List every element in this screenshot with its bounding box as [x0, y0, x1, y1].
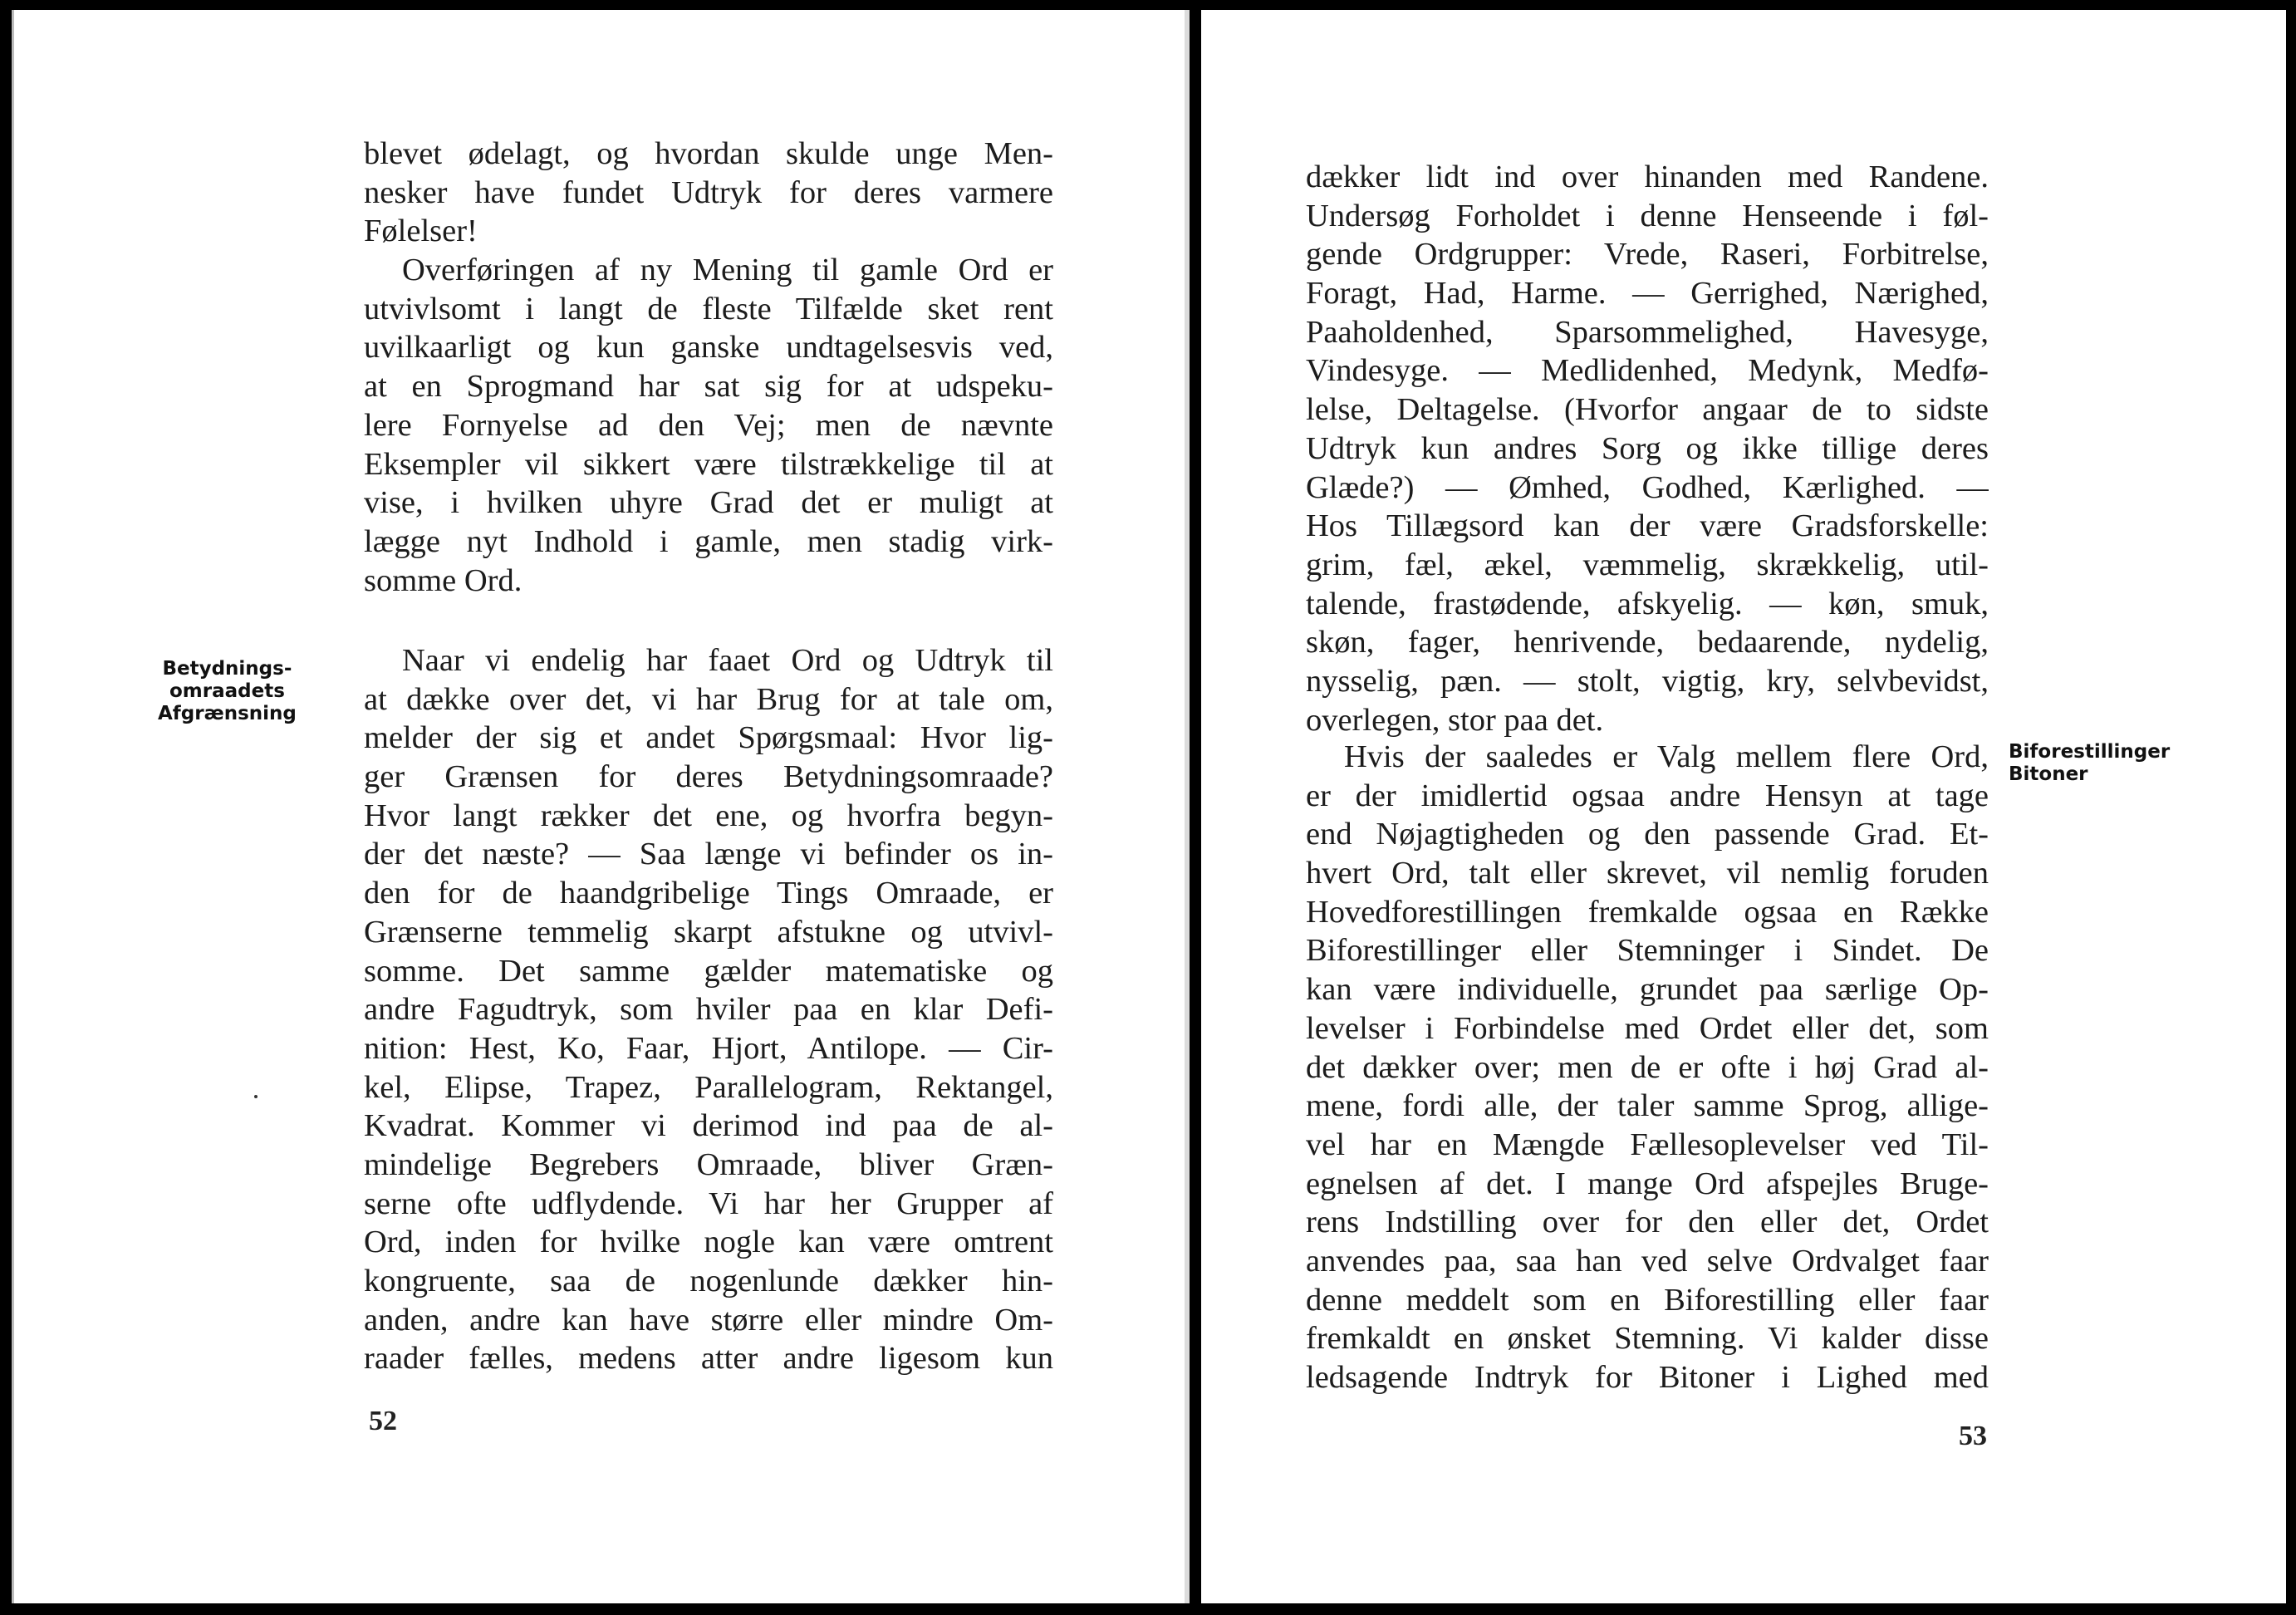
text-line: Glæde?) — Ømhed, Godhed, Kærlighed. —: [1306, 469, 1989, 505]
text-line: Foragt, Had, Harme. — Gerrighed, Nærighed,: [1306, 276, 1989, 312]
left-paragraph-block-2: [364, 641, 1053, 1378]
text-line: somme Ord.: [364, 562, 522, 598]
text-line: Naar vi endelig har faaet Ord og Udtryk til: [402, 643, 1053, 678]
text-line: talende, frastødende, afskyelig. — køn, smuk,: [1306, 586, 1989, 621]
text-line: overlegen, stor paa det.: [1306, 702, 1604, 738]
text-line: er der imidlertid ogsaa andre Hensyn at tage: [1306, 778, 1989, 813]
text-line: anvendes paa, saa han ved selve Ordvalget faar: [1306, 1243, 1989, 1279]
text-line: andre Fagudtryk, som hviler paa en klar Defi-: [364, 992, 1053, 1028]
right-page: [1201, 10, 2286, 1603]
text-line: egnelsen af det. I mange Ord afspejles Bruge-: [1306, 1166, 1989, 1201]
text-line: ger Grænsen for deres Betydningsomraade?: [364, 759, 1053, 795]
left-page: [12, 10, 1185, 1603]
text-line: kel, Elipse, Trapez, Parallelogram, Rektangel,: [364, 1069, 1053, 1105]
text-line: hvert Ord, talt eller skrevet, vil nemlig foruden: [1306, 856, 1989, 891]
text-line: somme. Det samme gælder matematiske og: [364, 953, 1053, 989]
margin-note-biforestillinger: [2009, 741, 2170, 786]
text-line: at en Sprogmand har sat sig for at udspeku-: [364, 369, 1053, 405]
text-line: melder der sig et andet Spørgsmaal: Hvor lig-: [364, 720, 1053, 756]
margin-note-line: Biforestillinger: [2009, 741, 2171, 763]
text-line: lelse, Deltagelse. (Hvorfor angaar de to sidste: [1306, 392, 1989, 428]
text-line: Eksempler vil sikkert være tilstrækkelige til at: [364, 446, 1053, 482]
text-line: kongruente, saa de nogenlunde dækker hin-: [364, 1264, 1053, 1298]
text-line: gende Ordgrupper: Vrede, Raseri, Forbitrelse,: [1306, 237, 1989, 272]
text-line: Hos Tillægsord kan der være Gradsforskelle:: [1306, 508, 1989, 544]
page-number: 52: [369, 1406, 397, 1436]
page-number: 53: [1959, 1421, 1987, 1451]
text-line: blevet ødelagt, og hvordan skulde unge Men-: [364, 136, 1053, 171]
text-line: Grænserne temmelig skarpt afstukne og utvivl-: [364, 914, 1053, 950]
text-line: end Nøjagtigheden og den passende Grad. Et-: [1306, 817, 1989, 852]
margin-note-line: Bitoner: [2009, 763, 2088, 785]
text-line: nesker have fundet Udtryk for deres varmere: [364, 174, 1053, 210]
margin-note-line: Betydnings-: [162, 658, 292, 680]
text-line: lere Fornyelse ad den Vej; men de nævnte: [364, 407, 1053, 443]
text-line: Biforestillinger eller Stemninger i Sindet. De: [1306, 933, 1989, 969]
margin-note-line: Afgrænsning: [158, 703, 297, 724]
page-edge-shadow: [12, 10, 14, 1603]
text-line: uvilkaarligt og kun ganske undtagelsesvis ved,: [364, 330, 1053, 366]
text-line: Hvor langt rækker det ene, og hvorfra begyn-: [364, 798, 1053, 833]
text-line: levelser i Forbindelse med Ordet eller det, som: [1306, 1010, 1989, 1046]
right-paragraph-block-1: [1306, 158, 1989, 739]
margin-note-line: omraadets: [169, 680, 285, 702]
text-line: Undersøg Forholdet i denne Henseende i føl-: [1306, 198, 1989, 233]
text-line: der det næste? — Saa længe vi befinder os in-: [364, 837, 1053, 872]
text-line: rens Indstilling over for den eller det, Ordet: [1306, 1205, 1989, 1240]
text-line: dækker lidt ind over hinanden med Randene.: [1306, 160, 1989, 194]
text-line: Hovedforestillingen fremkalde ogsaa en Række: [1306, 894, 1989, 930]
text-line: nysselig, pæn. — stolt, vigtig, kry, selvbevidst,: [1306, 663, 1989, 699]
text-line: fremkaldt en ønsket Stemning. Vi kalder disse: [1306, 1321, 1989, 1357]
text-line: at dække over det, vi har Brug for at tale om,: [364, 681, 1053, 717]
text-line: vise, i hvilken uhyre Grad det er muligt at: [364, 485, 1053, 521]
text-line: denne meddelt som en Biforestilling eller faar: [1306, 1282, 1989, 1318]
text-line: Kvadrat. Kommer vi derimod ind paa de al-: [364, 1108, 1053, 1144]
print-speck: [254, 1095, 258, 1098]
text-line: Overføringen af ny Mening til gamle Ord er: [402, 253, 1053, 288]
right-paragraph-block-2: [1306, 738, 1989, 1397]
text-line: ledsagende Indtryk for Bitoner i Lighed med: [1306, 1360, 1989, 1395]
text-line: Ord, inden for hvilke nogle kan være omtrent: [364, 1225, 1053, 1260]
text-line: kan være individuelle, grundet paa særlige Op-: [1306, 972, 1989, 1008]
text-line: grim, fæl, ækel, væmmelig, skrækkelig, util-: [1306, 547, 1989, 582]
text-line: utvivlsomt i langt de fleste Tilfælde sket rent: [364, 291, 1053, 326]
page-gutter: [1185, 10, 1190, 1603]
text-line: lægge nyt Indhold i gamle, men stadig virk-: [364, 523, 1053, 559]
left-paragraph-block-1: [364, 135, 1053, 600]
text-line: serne ofte udflydende. Vi har her Grupper af: [364, 1185, 1053, 1221]
margin-note-betydningsomraade: [158, 658, 297, 725]
text-line: anden, andre kan have større eller mindre Om-: [364, 1302, 1053, 1338]
text-line: mindelige Begrebers Omraade, bliver Græn-: [364, 1146, 1053, 1182]
text-line: vel har en Mængde Fællesoplevelser ved Til-: [1306, 1127, 1989, 1162]
text-line: skøn, fager, henrivende, bedaarende, nydelig,: [1306, 625, 1989, 660]
text-line: mene, fordi alle, der taler samme Sprog, allige-: [1306, 1088, 1989, 1124]
text-line: Følelser!: [364, 214, 478, 249]
text-line: den for de haandgribelige Tings Omraade, er: [364, 876, 1053, 911]
text-line: nition: Hest, Ko, Faar, Hjort, Antilope. — Cir-: [364, 1030, 1053, 1066]
text-line: Vindesyge. — Medlidenhed, Medynk, Medfø-: [1306, 353, 1989, 389]
text-line: Paaholdenhed, Sparsommelighed, Havesyge,: [1306, 314, 1989, 350]
text-line: Hvis der saaledes er Valg mellem flere Ord,: [1344, 739, 1989, 774]
text-line: raader fælles, medens atter andre ligesom kun: [364, 1341, 1053, 1377]
text-line: det dækker over; men de er ofte i høj Grad al-: [1306, 1049, 1989, 1085]
text-line: Udtryk kun andres Sorg og ikke tillige deres: [1306, 430, 1989, 466]
